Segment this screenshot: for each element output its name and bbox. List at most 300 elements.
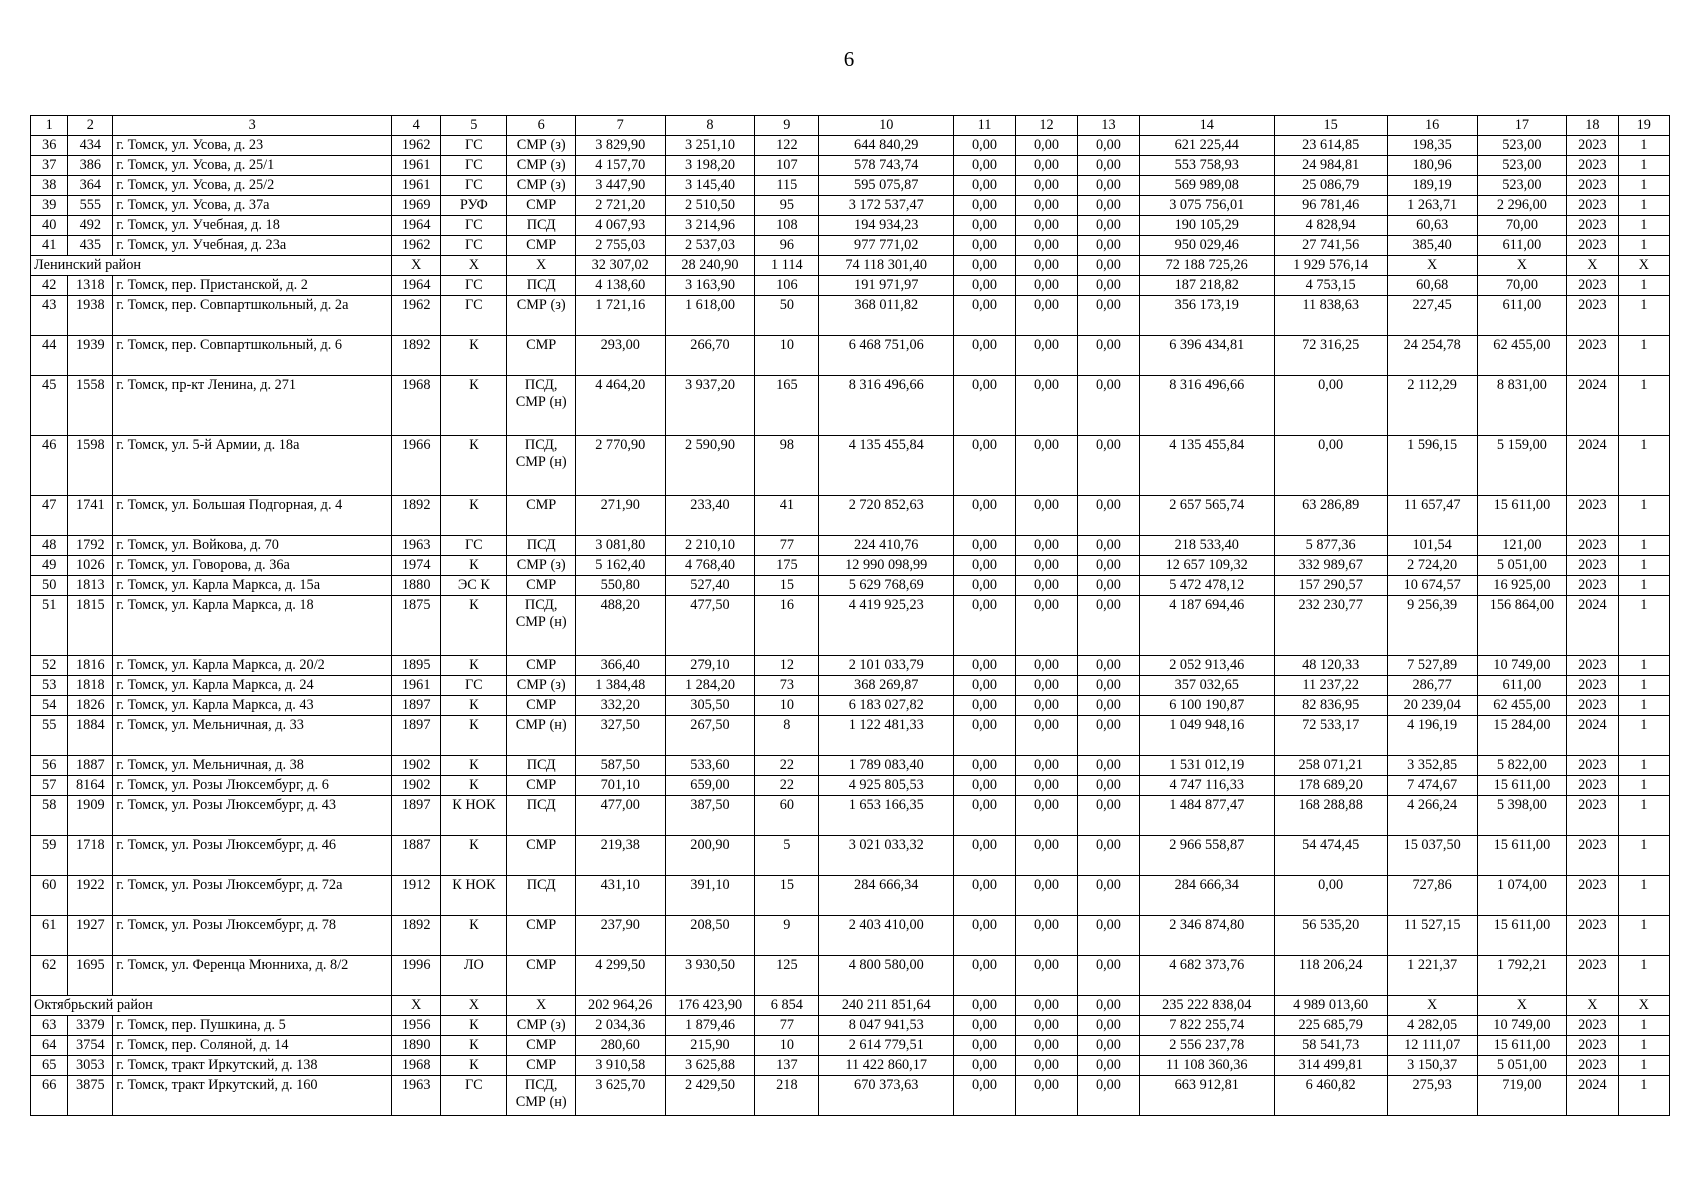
table-cell: 258 071,21 bbox=[1274, 756, 1387, 776]
table-cell: 0,00 bbox=[1016, 196, 1078, 216]
table-cell: 0,00 bbox=[1077, 1036, 1139, 1056]
table-cell: 70,00 bbox=[1477, 276, 1567, 296]
table-row bbox=[31, 1076, 1670, 1116]
table-cell: СМР bbox=[507, 1036, 575, 1056]
table-cell: 237,90 bbox=[575, 916, 665, 956]
table-cell: 3 930,50 bbox=[665, 956, 755, 996]
table-cell: 24 984,81 bbox=[1274, 156, 1387, 176]
table-cell: СМР bbox=[507, 776, 575, 796]
table-cell: 56 bbox=[31, 756, 68, 776]
table-cell: 58 541,73 bbox=[1274, 1036, 1387, 1056]
table-cell: 0,00 bbox=[1016, 296, 1078, 336]
table-cell: 2023 bbox=[1567, 1036, 1618, 1056]
table-cell: 0,00 bbox=[954, 256, 1016, 276]
table-cell: 25 086,79 bbox=[1274, 176, 1387, 196]
table-cell: 8 316 496,66 bbox=[1139, 376, 1274, 436]
table-cell: 0,00 bbox=[1016, 376, 1078, 436]
table-cell: 224 410,76 bbox=[819, 536, 954, 556]
table-cell: 1912 bbox=[392, 876, 441, 916]
table-cell: 0,00 bbox=[1077, 256, 1139, 276]
column-header: 3 bbox=[113, 116, 392, 136]
table-cell: 2023 bbox=[1567, 276, 1618, 296]
table-cell: 0,00 bbox=[954, 836, 1016, 876]
table-cell: 1 653 166,35 bbox=[819, 796, 954, 836]
table-cell: 51 bbox=[31, 596, 68, 656]
table-cell: 218 bbox=[755, 1076, 819, 1116]
table-cell: 11 422 860,17 bbox=[819, 1056, 954, 1076]
table-cell: СМР bbox=[507, 576, 575, 596]
table-cell: 1 792,21 bbox=[1477, 956, 1567, 996]
table-cell: 0,00 bbox=[954, 656, 1016, 676]
table-cell: 1318 bbox=[68, 276, 113, 296]
table-cell: 8 316 496,66 bbox=[819, 376, 954, 436]
table-cell: 2023 bbox=[1567, 336, 1618, 376]
table-body bbox=[31, 136, 1670, 1116]
table-cell: 2 590,90 bbox=[665, 436, 755, 496]
table-cell: 0,00 bbox=[954, 956, 1016, 996]
table-cell: 1 384,48 bbox=[575, 676, 665, 696]
table-cell: 2023 bbox=[1567, 776, 1618, 796]
table-cell: 2024 bbox=[1567, 1076, 1618, 1116]
table-row bbox=[31, 1056, 1670, 1076]
table-cell: 1 263,71 bbox=[1387, 196, 1477, 216]
table-cell: 10 bbox=[755, 696, 819, 716]
table-cell: 1897 bbox=[392, 716, 441, 756]
table-cell: 332 989,67 bbox=[1274, 556, 1387, 576]
table-cell: 36 bbox=[31, 136, 68, 156]
table-cell: ПСД, СМР (н) bbox=[507, 376, 575, 436]
table-cell: 2023 bbox=[1567, 656, 1618, 676]
table-cell: 611,00 bbox=[1477, 296, 1567, 336]
table-cell: 0,00 bbox=[1016, 596, 1078, 656]
table-cell: 0,00 bbox=[954, 296, 1016, 336]
table-cell: 22 bbox=[755, 776, 819, 796]
address-cell: г. Томск, ул. Учебная, д. 18 bbox=[113, 216, 392, 236]
address-cell: г. Томск, пер. Совпартшкольный, д. 6 bbox=[113, 336, 392, 376]
table-cell: 101,54 bbox=[1387, 536, 1477, 556]
table-cell: 1902 bbox=[392, 756, 441, 776]
page-number: 6 bbox=[843, 47, 855, 71]
table-cell: 644 840,29 bbox=[819, 136, 954, 156]
table-cell: 63 bbox=[31, 1016, 68, 1036]
table-cell: СМР (з) bbox=[507, 556, 575, 576]
table-cell: 0,00 bbox=[1077, 656, 1139, 676]
table-cell: 2023 bbox=[1567, 696, 1618, 716]
table-cell: 1 484 877,47 bbox=[1139, 796, 1274, 836]
table-cell: 1 bbox=[1618, 236, 1669, 256]
table-cell: 1 122 481,33 bbox=[819, 716, 954, 756]
table-cell: 1598 bbox=[68, 436, 113, 496]
table-cell: 279,10 bbox=[665, 656, 755, 676]
table-cell: 3 081,80 bbox=[575, 536, 665, 556]
table-cell: 293,00 bbox=[575, 336, 665, 376]
table-cell: 569 989,08 bbox=[1139, 176, 1274, 196]
district-row bbox=[31, 256, 1670, 276]
table-cell: СМР bbox=[507, 1056, 575, 1076]
table-row bbox=[31, 756, 1670, 776]
table-cell: 12 bbox=[755, 656, 819, 676]
table-cell: 50 bbox=[755, 296, 819, 336]
table-cell: ЛО bbox=[441, 956, 507, 996]
table-cell: 4 196,19 bbox=[1387, 716, 1477, 756]
table-cell: 0,00 bbox=[1274, 876, 1387, 916]
table-cell: 189,19 bbox=[1387, 176, 1477, 196]
table-cell: 550,80 bbox=[575, 576, 665, 596]
table-cell: 235 222 838,04 bbox=[1139, 996, 1274, 1016]
table-cell: 15 bbox=[755, 576, 819, 596]
table-cell: 4 266,24 bbox=[1387, 796, 1477, 836]
table-cell: 0,00 bbox=[1077, 176, 1139, 196]
table-cell: 8 bbox=[755, 716, 819, 756]
table-cell: 10 bbox=[755, 336, 819, 376]
table-cell: 2 034,36 bbox=[575, 1016, 665, 1036]
table-cell: 0,00 bbox=[954, 776, 1016, 796]
table-cell: 0,00 bbox=[954, 996, 1016, 1016]
table-cell: 49 bbox=[31, 556, 68, 576]
table-cell: 11 108 360,36 bbox=[1139, 1056, 1274, 1076]
table-cell: 37 bbox=[31, 156, 68, 176]
table-cell: 233,40 bbox=[665, 496, 755, 536]
table-cell: 9 bbox=[755, 916, 819, 956]
table-cell: 357 032,65 bbox=[1139, 676, 1274, 696]
table-cell: 2 755,03 bbox=[575, 236, 665, 256]
table-cell: 332,20 bbox=[575, 696, 665, 716]
table-cell: 175 bbox=[755, 556, 819, 576]
table-cell: 305,50 bbox=[665, 696, 755, 716]
table-cell: 0,00 bbox=[1274, 436, 1387, 496]
table-cell: 727,86 bbox=[1387, 876, 1477, 916]
table-row bbox=[31, 596, 1670, 656]
table-cell: 240 211 851,64 bbox=[819, 996, 954, 1016]
table-cell: 5 159,00 bbox=[1477, 436, 1567, 496]
table-cell: 3 172 537,47 bbox=[819, 196, 954, 216]
district-name: Октябрьский район bbox=[31, 996, 392, 1016]
table-cell: 663 912,81 bbox=[1139, 1076, 1274, 1116]
table-row bbox=[31, 696, 1670, 716]
table-row bbox=[31, 776, 1670, 796]
table-cell: 1961 bbox=[392, 176, 441, 196]
table-cell: 1887 bbox=[392, 836, 441, 876]
table-cell: 0,00 bbox=[954, 576, 1016, 596]
table-cell: СМР (з) bbox=[507, 136, 575, 156]
address-cell: г. Томск, ул. Мельничная, д. 38 bbox=[113, 756, 392, 776]
table-cell: 0,00 bbox=[954, 436, 1016, 496]
table-cell: 1 879,46 bbox=[665, 1016, 755, 1036]
table-cell: 58 bbox=[31, 796, 68, 836]
table-cell: 0,00 bbox=[1077, 756, 1139, 776]
table-row bbox=[31, 236, 1670, 256]
table-cell: 0,00 bbox=[1077, 536, 1139, 556]
table-cell: 0,00 bbox=[954, 756, 1016, 776]
table-cell: 0,00 bbox=[954, 1056, 1016, 1076]
table-cell: ГС bbox=[441, 276, 507, 296]
table-cell: 0,00 bbox=[954, 696, 1016, 716]
table-cell: К bbox=[441, 716, 507, 756]
table-cell: 1026 bbox=[68, 556, 113, 576]
table-cell: 1909 bbox=[68, 796, 113, 836]
table-cell: 1 bbox=[1618, 176, 1669, 196]
table-cell: 1 bbox=[1618, 216, 1669, 236]
table-cell: 0,00 bbox=[1077, 236, 1139, 256]
table-cell: 1939 bbox=[68, 336, 113, 376]
table-cell: 0,00 bbox=[1077, 136, 1139, 156]
table-cell: СМР (з) bbox=[507, 296, 575, 336]
table-cell: 137 bbox=[755, 1056, 819, 1076]
table-cell: X bbox=[1387, 996, 1477, 1016]
table-cell: СМР bbox=[507, 336, 575, 376]
table-cell: X bbox=[441, 256, 507, 276]
table-cell: СМР (з) bbox=[507, 676, 575, 696]
table-cell: 122 bbox=[755, 136, 819, 156]
table-cell: 1818 bbox=[68, 676, 113, 696]
table-cell: 5 822,00 bbox=[1477, 756, 1567, 776]
table-cell: 2023 bbox=[1567, 196, 1618, 216]
table-cell: X bbox=[1567, 996, 1618, 1016]
table-cell: 0,00 bbox=[954, 596, 1016, 656]
table-cell: 435 bbox=[68, 236, 113, 256]
column-header: 12 bbox=[1016, 116, 1078, 136]
table-cell: 1962 bbox=[392, 236, 441, 256]
table-cell: 477,00 bbox=[575, 796, 665, 836]
column-header: 19 bbox=[1618, 116, 1669, 136]
table-cell: 4 989 013,60 bbox=[1274, 996, 1387, 1016]
table-cell: 4 299,50 bbox=[575, 956, 665, 996]
table-cell: 4 135 455,84 bbox=[1139, 436, 1274, 496]
table-cell: 47 bbox=[31, 496, 68, 536]
table-cell: 0,00 bbox=[1016, 676, 1078, 696]
table-cell: 12 657 109,32 bbox=[1139, 556, 1274, 576]
table-cell: 0,00 bbox=[954, 156, 1016, 176]
table-cell: 218 533,40 bbox=[1139, 536, 1274, 556]
table-cell: 0,00 bbox=[1016, 836, 1078, 876]
table-cell: 1892 bbox=[392, 496, 441, 536]
table-cell: СМР bbox=[507, 196, 575, 216]
table-cell: ПСД bbox=[507, 216, 575, 236]
table-cell: 2 537,03 bbox=[665, 236, 755, 256]
table-cell: 488,20 bbox=[575, 596, 665, 656]
table-cell: 11 657,47 bbox=[1387, 496, 1477, 536]
table-cell: 1 114 bbox=[755, 256, 819, 276]
table-cell: 670 373,63 bbox=[819, 1076, 954, 1116]
table-cell: 0,00 bbox=[1077, 596, 1139, 656]
table-cell: 0,00 bbox=[954, 216, 1016, 236]
table-cell: 2023 bbox=[1567, 236, 1618, 256]
table-cell: 7 822 255,74 bbox=[1139, 1016, 1274, 1036]
table-row bbox=[31, 156, 1670, 176]
table-cell: 284 666,34 bbox=[1139, 876, 1274, 916]
address-cell: г. Томск, ул. Карла Маркса, д. 24 bbox=[113, 676, 392, 696]
address-cell: г. Томск, ул. Войкова, д. 70 bbox=[113, 536, 392, 556]
table-cell: X bbox=[1387, 256, 1477, 276]
table-cell: 1558 bbox=[68, 376, 113, 436]
table-cell: 3 198,20 bbox=[665, 156, 755, 176]
table-cell: 0,00 bbox=[954, 876, 1016, 916]
table-cell: 1 bbox=[1618, 656, 1669, 676]
table-cell: 0,00 bbox=[1016, 436, 1078, 496]
table-cell: 1963 bbox=[392, 536, 441, 556]
table-cell: 1892 bbox=[392, 916, 441, 956]
table-cell: 1966 bbox=[392, 436, 441, 496]
table-cell: 368 011,82 bbox=[819, 296, 954, 336]
table-cell: 15 284,00 bbox=[1477, 716, 1567, 756]
table-cell: 118 206,24 bbox=[1274, 956, 1387, 996]
table-cell: 106 bbox=[755, 276, 819, 296]
table-cell: 208,50 bbox=[665, 916, 755, 956]
table-cell: 15 611,00 bbox=[1477, 1036, 1567, 1056]
table-cell: К НОК bbox=[441, 876, 507, 916]
table-cell: 60,63 bbox=[1387, 216, 1477, 236]
table-cell: 2 966 558,87 bbox=[1139, 836, 1274, 876]
column-header: 13 bbox=[1077, 116, 1139, 136]
table-cell: 187 218,82 bbox=[1139, 276, 1274, 296]
table-cell: 12 990 098,99 bbox=[819, 556, 954, 576]
table-cell: X bbox=[441, 996, 507, 1016]
table-cell: 2024 bbox=[1567, 596, 1618, 656]
address-cell: г. Томск, ул. Усова, д. 25/1 bbox=[113, 156, 392, 176]
table-cell: 1961 bbox=[392, 676, 441, 696]
table-cell: СМР (н) bbox=[507, 716, 575, 756]
table-row bbox=[31, 216, 1670, 236]
table-cell: ГС bbox=[441, 236, 507, 256]
table-cell: 368 269,87 bbox=[819, 676, 954, 696]
table-cell: 0,00 bbox=[1274, 376, 1387, 436]
table-cell: К bbox=[441, 336, 507, 376]
table-cell: 202 964,26 bbox=[575, 996, 665, 1016]
table-cell: К bbox=[441, 436, 507, 496]
table-cell: 0,00 bbox=[1016, 916, 1078, 956]
table-cell: 0,00 bbox=[1016, 216, 1078, 236]
table-cell: 22 bbox=[755, 756, 819, 776]
table-cell: 477,50 bbox=[665, 596, 755, 656]
table-cell: 3 625,70 bbox=[575, 1076, 665, 1116]
table-cell: 523,00 bbox=[1477, 176, 1567, 196]
table-cell: СМР bbox=[507, 956, 575, 996]
table-cell: 2 296,00 bbox=[1477, 196, 1567, 216]
table-cell: 0,00 bbox=[954, 796, 1016, 836]
table-cell: 73 bbox=[755, 676, 819, 696]
table-cell: 27 741,56 bbox=[1274, 236, 1387, 256]
table-cell: 41 bbox=[31, 236, 68, 256]
address-cell: г. Томск, ул. Карла Маркса, д. 15а bbox=[113, 576, 392, 596]
table-cell: 4 828,94 bbox=[1274, 216, 1387, 236]
table-cell: 266,70 bbox=[665, 336, 755, 376]
table-cell: 0,00 bbox=[1077, 156, 1139, 176]
table-cell: 1890 bbox=[392, 1036, 441, 1056]
table-cell: 95 bbox=[755, 196, 819, 216]
table-cell: 0,00 bbox=[1016, 776, 1078, 796]
table-cell: 2024 bbox=[1567, 716, 1618, 756]
table-cell: 1895 bbox=[392, 656, 441, 676]
table-cell: К bbox=[441, 756, 507, 776]
table-cell: 364 bbox=[68, 176, 113, 196]
table-cell: 1884 bbox=[68, 716, 113, 756]
table-cell: X bbox=[1477, 256, 1567, 276]
table-cell: 108 bbox=[755, 216, 819, 236]
address-cell: г. Томск, тракт Иркутский, д. 160 bbox=[113, 1076, 392, 1116]
table-cell: X bbox=[1567, 256, 1618, 276]
column-header: 2 bbox=[68, 116, 113, 136]
table-cell: 1956 bbox=[392, 1016, 441, 1036]
table-cell: 1 bbox=[1618, 336, 1669, 376]
table-cell: 2 403 410,00 bbox=[819, 916, 954, 956]
table-cell: 2023 bbox=[1567, 1016, 1618, 1036]
table-cell: 1 bbox=[1618, 536, 1669, 556]
table-cell: 16 925,00 bbox=[1477, 576, 1567, 596]
table-cell: 3379 bbox=[68, 1016, 113, 1036]
table-cell: 4 464,20 bbox=[575, 376, 665, 436]
table-cell: К bbox=[441, 1016, 507, 1036]
table-cell: 1922 bbox=[68, 876, 113, 916]
table-row bbox=[31, 336, 1670, 376]
address-cell: г. Томск, ул. Карла Маркса, д. 18 bbox=[113, 596, 392, 656]
table-cell: 0,00 bbox=[954, 376, 1016, 436]
table-cell: 385,40 bbox=[1387, 236, 1477, 256]
table-cell: 0,00 bbox=[954, 536, 1016, 556]
table-cell: 57 bbox=[31, 776, 68, 796]
table-cell: 1 bbox=[1618, 916, 1669, 956]
table-cell: 15 611,00 bbox=[1477, 916, 1567, 956]
table-cell: 0,00 bbox=[1077, 436, 1139, 496]
table-cell: 72 316,25 bbox=[1274, 336, 1387, 376]
table-cell: 0,00 bbox=[1016, 656, 1078, 676]
address-cell: г. Томск, ул. Мельничная, д. 33 bbox=[113, 716, 392, 756]
table-cell: 578 743,74 bbox=[819, 156, 954, 176]
table-cell: 74 118 301,40 bbox=[819, 256, 954, 276]
table-cell: 523,00 bbox=[1477, 156, 1567, 176]
table-cell: 2023 bbox=[1567, 676, 1618, 696]
table-cell: 0,00 bbox=[1016, 236, 1078, 256]
table-cell: 0,00 bbox=[1016, 536, 1078, 556]
table-cell: К bbox=[441, 836, 507, 876]
table-cell: 366,40 bbox=[575, 656, 665, 676]
table-cell: 1815 bbox=[68, 596, 113, 656]
table-cell: 66 bbox=[31, 1076, 68, 1116]
table-cell: 1 bbox=[1618, 436, 1669, 496]
table-cell: 2023 bbox=[1567, 796, 1618, 836]
table-cell: 219,38 bbox=[575, 836, 665, 876]
table-row bbox=[31, 556, 1670, 576]
table-row bbox=[31, 876, 1670, 916]
table-cell: 0,00 bbox=[954, 136, 1016, 156]
table-cell: К bbox=[441, 1036, 507, 1056]
table-row bbox=[31, 836, 1670, 876]
table-cell: СМР bbox=[507, 696, 575, 716]
table-cell: 96 bbox=[755, 236, 819, 256]
table-cell: 48 120,33 bbox=[1274, 656, 1387, 676]
table-cell: 16 bbox=[755, 596, 819, 656]
table-cell: 7 527,89 bbox=[1387, 656, 1477, 676]
table-cell: 1964 bbox=[392, 276, 441, 296]
table-cell: 98 bbox=[755, 436, 819, 496]
table-cell: 178 689,20 bbox=[1274, 776, 1387, 796]
table-cell: 386 bbox=[68, 156, 113, 176]
table-cell: 553 758,93 bbox=[1139, 156, 1274, 176]
table-cell: 2 210,10 bbox=[665, 536, 755, 556]
table-cell: 267,50 bbox=[665, 716, 755, 756]
table-cell: 54 474,45 bbox=[1274, 836, 1387, 876]
table-cell: 1902 bbox=[392, 776, 441, 796]
table-cell: 3 251,10 bbox=[665, 136, 755, 156]
table-cell: 1 bbox=[1618, 576, 1669, 596]
column-header: 16 bbox=[1387, 116, 1477, 136]
table-row bbox=[31, 716, 1670, 756]
table-cell: 1 bbox=[1618, 136, 1669, 156]
table-cell: 12 111,07 bbox=[1387, 1036, 1477, 1056]
table-cell: 1974 bbox=[392, 556, 441, 576]
address-cell: г. Томск, ул. Розы Люксембург, д. 46 bbox=[113, 836, 392, 876]
table-cell: ГС bbox=[441, 156, 507, 176]
table-cell: 1718 bbox=[68, 836, 113, 876]
